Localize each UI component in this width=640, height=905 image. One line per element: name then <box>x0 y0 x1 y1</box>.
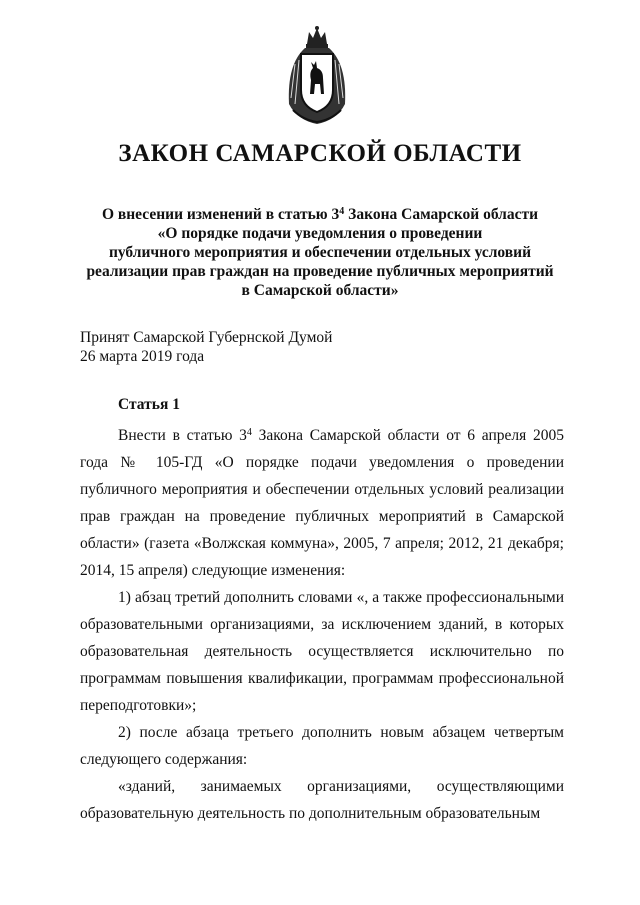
article-1-paragraph: Внести в статью $3^4$ Закона Самарской области от 6 апреля 2005 года № 105-ГД «О порядке подачи уведомления о проведении публичного мероприятия и обеспечении отдельных условий реализации прав граждан на проведение публичных мероприятий в Самарской области» (газета «Волжская коммуна», 2005, 7 апреля; 2012, 21 декабря; 2014, 15 апреля) следующие изменения: <box>80 427 564 579</box>
adoption-note <box>80 328 332 366</box>
subtitle-line-2: «О порядке подачи уведомления о проведении <box>157 225 483 242</box>
subtitle-line-3: публичного мероприятия и обеспечении отдельных условий <box>108 244 532 261</box>
article-1-heading: Статья 1 <box>118 396 180 413</box>
amendment-item-1: 1) абзац третий дополнить словами «, а также профессиональными образовательными организациями, за исключением зданий, в которых образовательная деятельность осуществляется исключительно по программам повышения квалификации, программам профессиональной переподготовки»; <box>80 589 564 714</box>
adoption-body: Принят Самарской Губернской Думой <box>80 329 333 346</box>
samara-coat-of-arms-icon <box>283 24 351 126</box>
subtitle-line-5: в Самарской области» <box>241 282 399 299</box>
amendment-quote: «зданий, занимаемых организациями, осуществляющими образовательную деятельность по дополнительным образовательным <box>80 778 564 822</box>
amendment-item-2: 2) после абзаца третьего дополнить новым абзацем четвертым следующего содержания: <box>80 724 564 768</box>
subtitle-line-4: реализации прав граждан на проведение публичных мероприятий <box>86 263 554 280</box>
article-1-body <box>80 422 564 827</box>
page-title: ЗАКОН САМАРСКОЙ ОБЛАСТИ <box>118 140 522 167</box>
law-subtitle <box>0 205 640 300</box>
adoption-date: 26 марта 2019 года <box>80 348 205 365</box>
subtitle-line-1: О внесении изменений в статью $3^4$ Закона Самарской области <box>101 206 539 223</box>
